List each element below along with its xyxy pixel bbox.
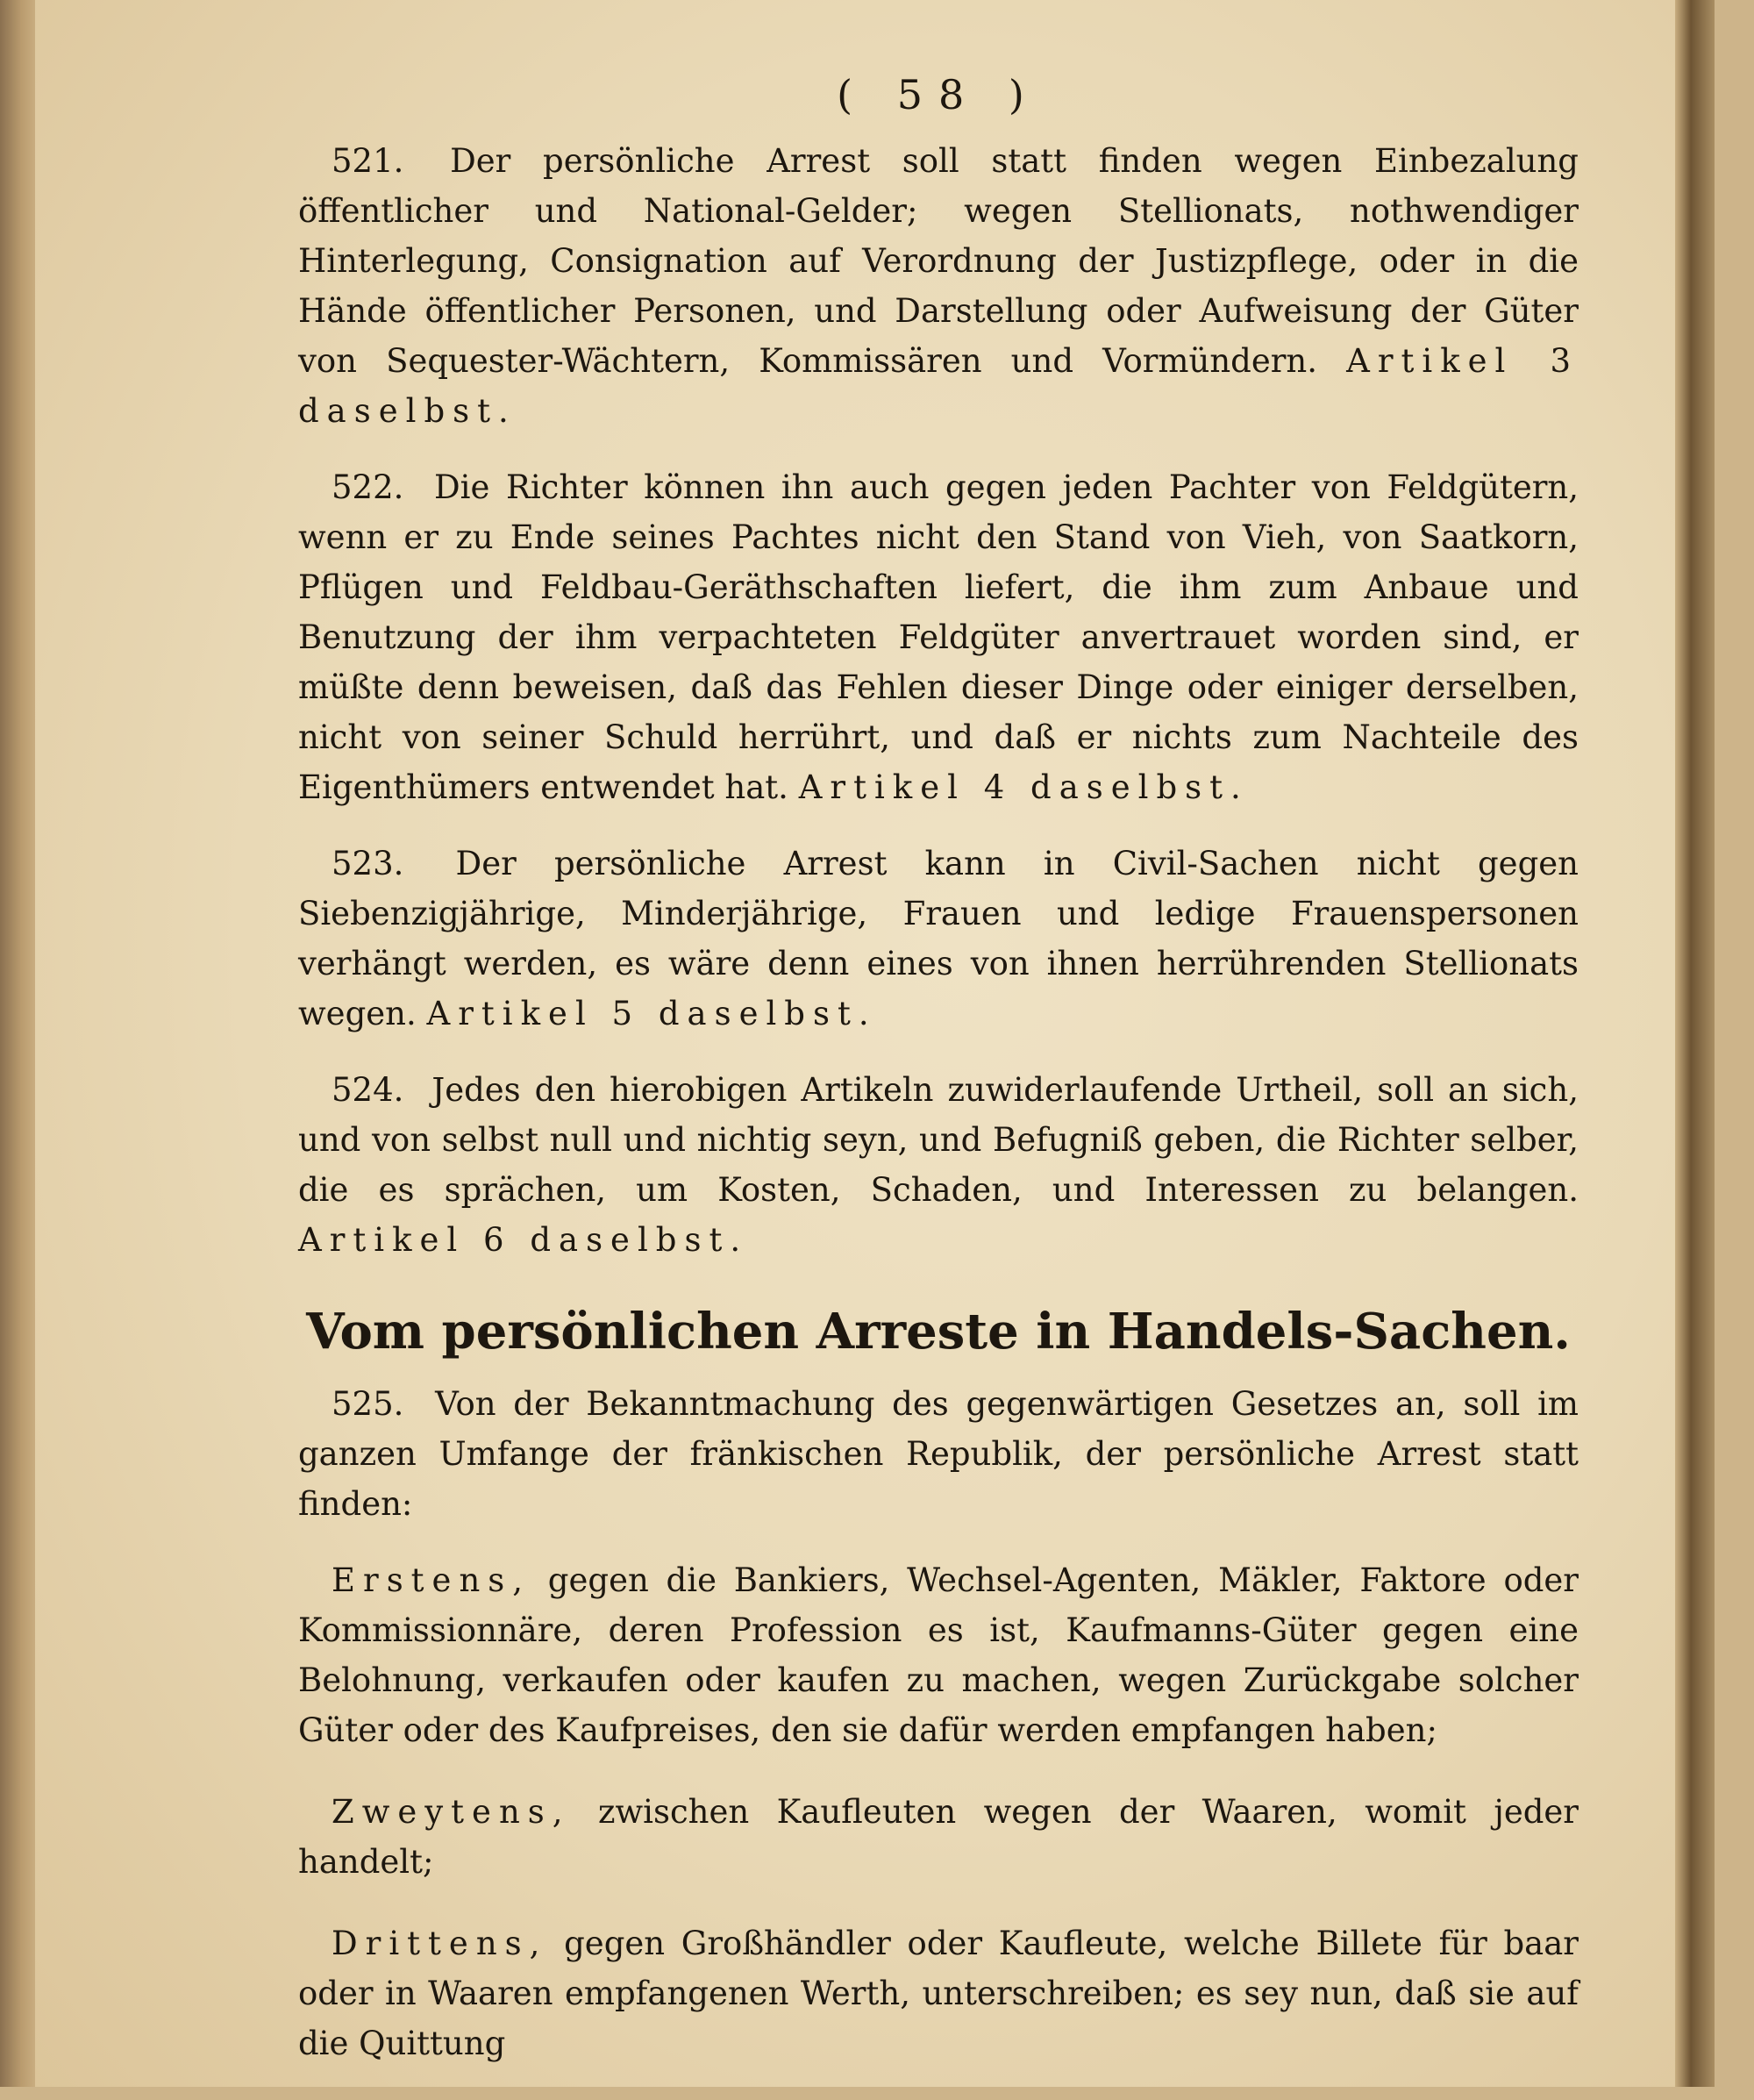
paragraph-number: 523. [332, 845, 404, 882]
article-reference: Artikel 3 daselbst. [298, 342, 1579, 430]
paragraph-number: 525. [332, 1385, 404, 1423]
paragraph-number: 521. [332, 142, 404, 180]
paragraph-text: Der persönliche Arrest kann in Civil-Sachen nicht gegen Siebenzigjährige, Minderjährige, Frauen und ledige Frauenspersonen verhängt werden, es wäre denn eines von ihnen herrührenden Stellionats wegen. [298, 845, 1579, 1032]
paragraph-text: Jedes den hierobigen Artikeln zuwiderlaufende Urtheil, soll an sich, und von selbst null und nichtig seyn, und Befugniß geben, die Richter selber, die es sprächen, um Kosten, Schaden, und Interessen zu belangen. [298, 1071, 1579, 1209]
paragraph-text: Von der Bekanntmachung des gegenwärtigen Gesetzes an, soll im ganzen Umfange der fränkischen Republik, der persönliche Arrest statt finden: [298, 1385, 1579, 1523]
paragraph-521 [298, 136, 1579, 436]
paragraph-522 [298, 462, 1579, 812]
paragraph-number: 524. [332, 1071, 404, 1109]
page-number: ( 58 ) [837, 71, 1040, 118]
article-reference: Artikel 4 daselbst. [798, 768, 1249, 806]
item-text: zwischen Kaufleuten wegen der Waaren, womit jeder handelt; [298, 1793, 1579, 1881]
paragraph-525 [298, 1379, 1579, 1529]
item-first [298, 1555, 1579, 1755]
section-heading: Vom persönlichen Arreste in Handels-Sachen. [306, 1303, 1571, 1361]
article-reference: Artikel 6 daselbst. [298, 1221, 749, 1259]
item-lead: Zweytens, [332, 1793, 571, 1831]
page-edge-left [0, 0, 35, 2087]
paragraph-text: Die Richter können ihn auch gegen jeden Pachter von Feldgütern, wenn er zu Ende seines Pachtes nicht den Stand von Vieh, von Saatkorn, Pflügen und Feldbau-Geräthschaften liefert, die ihm zum Anbaue und Benutzung der ihm verpachteten Feldgüter anvertrauet worden sind, er müßte denn beweisen, daß das Fehlen dieser Dinge oder einiger derselben, nicht von seiner Schuld herrührt, und daß er nichts zum Nachteile des Eigenthümers entwendet hat. [298, 468, 1579, 806]
item-lead: Drittens, [332, 1925, 548, 1962]
item-third [298, 1918, 1579, 2068]
book-gutter [1675, 0, 1715, 2087]
page-text [298, 70, 1579, 2100]
article-reference: Artikel 5 daselbst. [426, 995, 877, 1032]
paragraph-text: Der persönliche Arrest soll statt finden wegen Einbezalung öffentlicher und National-Gelder; wegen Stellionats, nothwendiger Hinterlegung, Consignation auf Verordnung der Justizpflege, oder in die Hände öffentlicher Personen, und Darstellung oder Aufweisung der Güter von Sequester-Wächtern, Kommissären und Vormündern. [298, 142, 1579, 380]
paragraph-524 [298, 1065, 1579, 1265]
item-second [298, 1787, 1579, 1887]
item-lead: Erstens, [332, 1561, 531, 1599]
item-text: gegen Großhändler oder Kaufleute, welche Billete für baar oder in Waaren empfangenen Werth, unterschreiben; es sey nun, daß sie auf die Quittung [298, 1925, 1579, 2062]
paragraph-number: 522. [332, 468, 404, 506]
item-text: gegen die Bankiers, Wechsel-Agenten, Mäkler, Faktore oder Kommissionnäre, deren Profession es ist, Kaufmanns-Güter gegen eine Belohnung, verkaufen oder kaufen zu machen, wegen Zurückgabe solcher Güter oder des Kaufpreises, den sie dafür werden empfangen haben; [298, 1561, 1579, 1749]
paragraph-523 [298, 839, 1579, 1039]
